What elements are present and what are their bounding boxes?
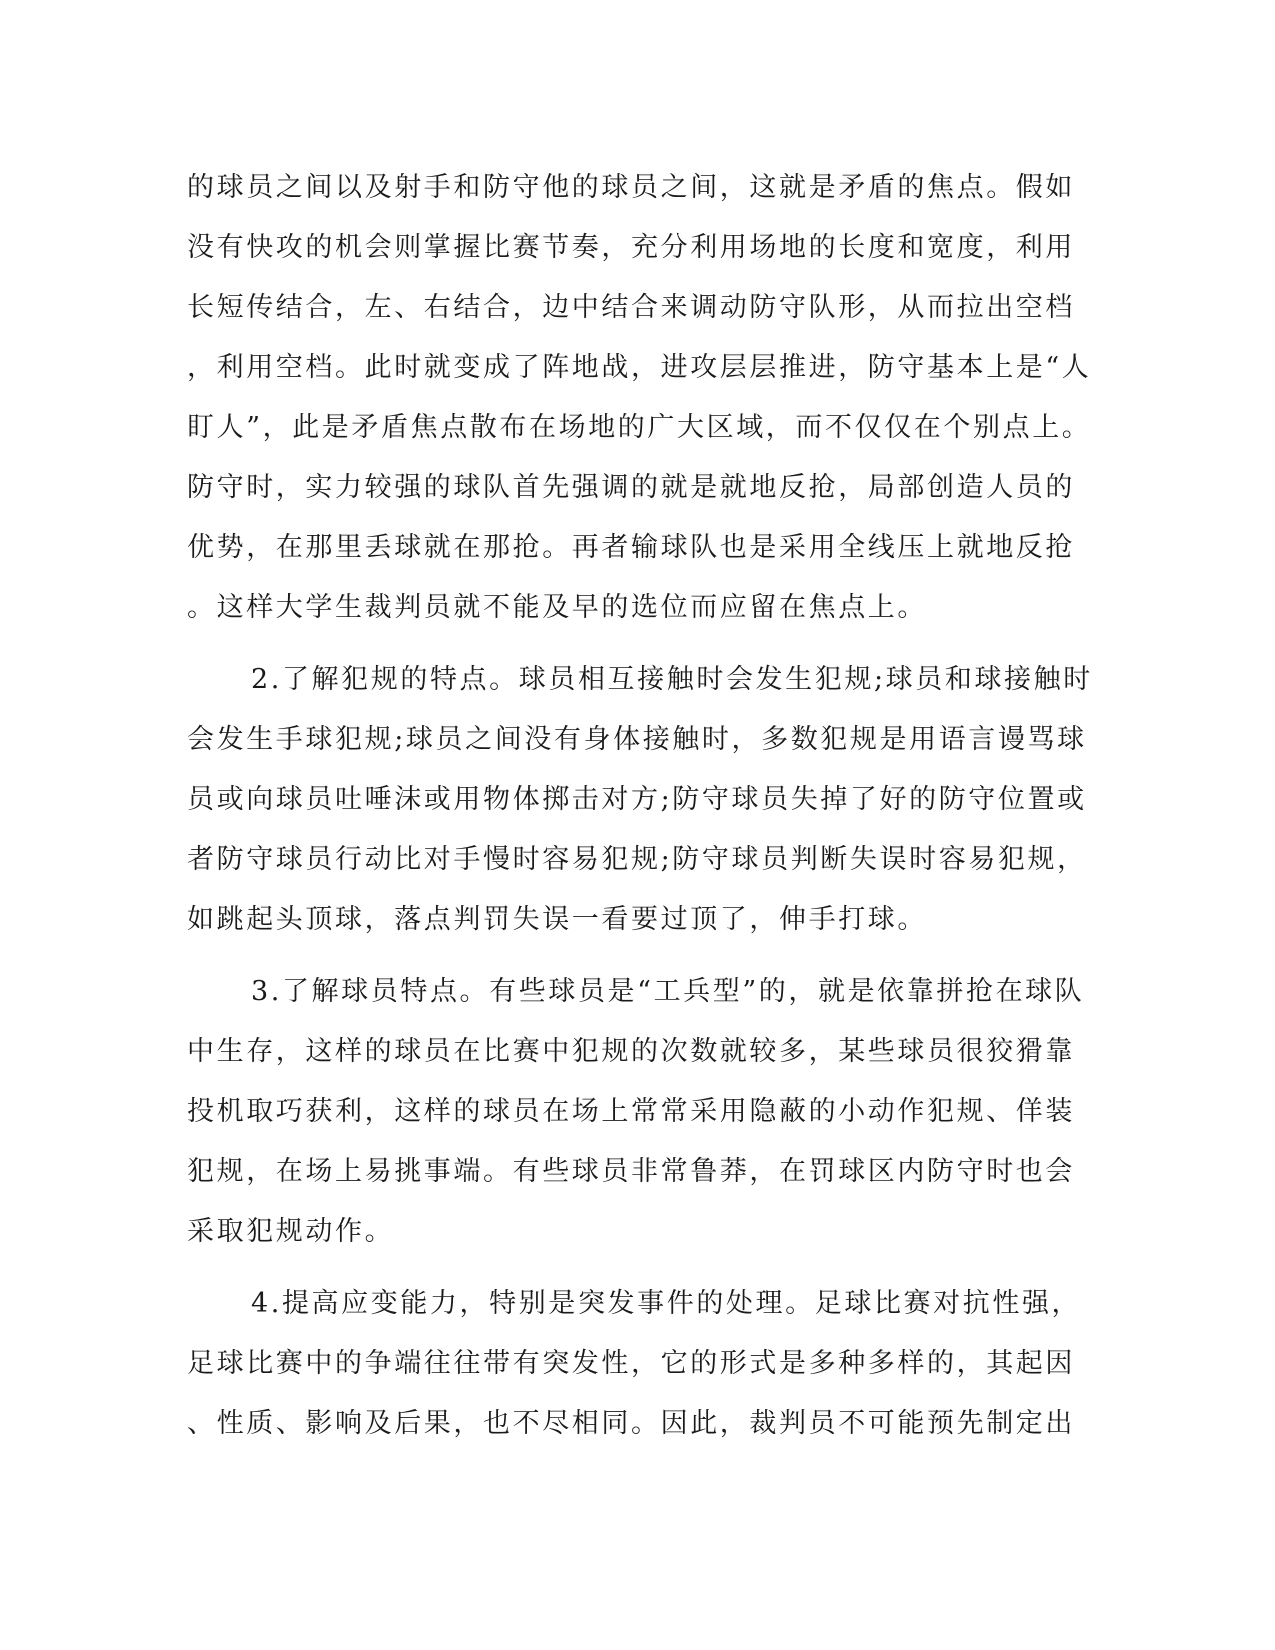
text-line: 采取犯规动作。 bbox=[187, 1216, 395, 1247]
text-line: 没有快攻的机会则掌握比赛节奏，充分利用场地的长度和宽度，利用 bbox=[187, 232, 1075, 263]
text-line: 。这样大学生裁判员就不能及早的选位而应留在焦点上。 bbox=[187, 592, 927, 623]
text-line: 、性质、影响及后果，也不尽相同。因此，裁判员不可能预先制定出 bbox=[187, 1408, 1075, 1439]
text-line: 盯人”，此是矛盾焦点散布在场地的广大区域，而不仅仅在个别点上。 bbox=[187, 412, 1092, 443]
paragraph-2-first-line: 2.了解犯规的特点。球员相互接触时会发生犯规;球员和球接触时 bbox=[251, 664, 1093, 695]
text-line: 犯规，在场上易挑事端。有些球员非常鲁莽，在罚球区内防守时也会 bbox=[187, 1156, 1075, 1187]
text-line: 的球员之间以及射手和防守他的球员之间，这就是矛盾的焦点。假如 bbox=[187, 172, 1075, 203]
text-line: 者防守球员行动比对手慢时容易犯规;防守球员判断失误时容易犯规， bbox=[187, 844, 1087, 875]
text-line: 足球比赛中的争端往往带有突发性，它的形式是多种多样的，其起因 bbox=[187, 1348, 1075, 1379]
text-line: 防守时，实力较强的球队首先强调的就是就地反抢，局部创造人员的 bbox=[187, 472, 1075, 503]
text-line: 投机取巧获利，这样的球员在场上常常采用隐蔽的小动作犯规、佯装 bbox=[187, 1096, 1075, 1127]
text-line: ，利用空档。此时就变成了阵地战，进攻层层推进，防守基本上是“人 bbox=[187, 352, 1092, 383]
text-line: 如跳起头顶球，落点判罚失误一看要过顶了，伸手打球。 bbox=[187, 904, 927, 935]
text-line: 中生存，这样的球员在比赛中犯规的次数就较多，某些球员很狡猾靠 bbox=[187, 1036, 1075, 1067]
paragraph-3-first-line: 3.了解球员特点。有些球员是“工兵型”的，就是依靠拼抢在球队 bbox=[251, 976, 1085, 1007]
paragraph-4-first-line: 4.提高应变能力，特别是突发事件的处理。足球比赛对抗性强， bbox=[251, 1288, 1082, 1319]
document-body bbox=[187, 158, 1093, 1454]
text-line: 会发生手球犯规;球员之间没有身体接触时，多数犯规是用语言谩骂球 bbox=[187, 724, 1087, 755]
text-line: 员或向球员吐唾沫或用物体掷击对方;防守球员失掉了好的防守位置或 bbox=[187, 784, 1087, 815]
text-line: 长短传结合，左、右结合，边中结合来调动防守队形，从而拉出空档 bbox=[187, 292, 1075, 323]
text-line: 优势，在那里丢球就在那抢。再者输球队也是采用全线压上就地反抢 bbox=[187, 532, 1075, 563]
